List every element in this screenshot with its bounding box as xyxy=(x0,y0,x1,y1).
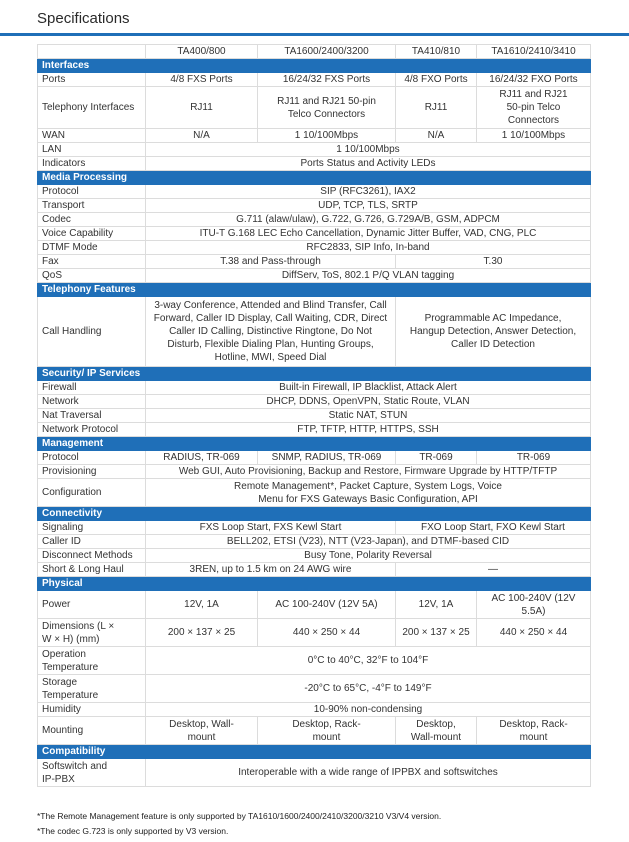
row-lan xyxy=(38,143,591,157)
cell: Built-in Firewall, IP Blacklist, Attack Alert xyxy=(146,381,591,395)
header-row xyxy=(38,45,591,59)
cell: 440 × 250 × 44 xyxy=(477,619,591,647)
cell: Programmable AC Impedance, Hangup Detection, Answer Detection, Caller ID Detection xyxy=(396,297,591,367)
cell: N/A xyxy=(146,129,258,143)
row-label: Nat Traversal xyxy=(38,409,146,423)
row-ports xyxy=(38,73,591,87)
row-label: Protocol xyxy=(38,185,146,199)
row-label: LAN xyxy=(38,143,146,157)
footnote-codec: *The codec G.723 is only supported by V3 version. xyxy=(37,826,229,836)
row-softswitch xyxy=(38,759,591,787)
cell: AC 100-240V (12V 5A) xyxy=(258,591,396,619)
row-label: Softswitch and IP-PBX xyxy=(38,759,146,787)
row-label: Network Protocol xyxy=(38,423,146,437)
row-network xyxy=(38,395,591,409)
cell: 1 10/100Mbps xyxy=(146,143,591,157)
cell: T.38 and Pass-through xyxy=(146,255,396,269)
cell: DHCP, DDNS, OpenVPN, Static Route, VLAN xyxy=(146,395,591,409)
row-voice-capability xyxy=(38,227,591,241)
cell: RJ11 and RJ21 50-pin Telco Connectors xyxy=(258,87,396,129)
cell: Web GUI, Auto Provisioning, Backup and Restore, Firmware Upgrade by HTTP/TFTP xyxy=(146,465,591,479)
row-transport xyxy=(38,199,591,213)
cell: UDP, TCP, TLS, SRTP xyxy=(146,199,591,213)
row-telephony-interfaces xyxy=(38,87,591,129)
row-label: QoS xyxy=(38,269,146,283)
col-header: TA1610/2410/3410 xyxy=(477,45,591,59)
cell: — xyxy=(396,563,591,577)
cell: FXO Loop Start, FXO Kewl Start xyxy=(396,521,591,535)
row-label: Indicators xyxy=(38,157,146,171)
row-label: Storage Temperature xyxy=(38,675,146,703)
cell: 0°C to 40°C, 32°F to 104°F xyxy=(146,647,591,675)
row-provisioning xyxy=(38,465,591,479)
header-blank xyxy=(38,45,146,59)
row-label: Fax xyxy=(38,255,146,269)
row-label: Configuration xyxy=(38,479,146,507)
row-label: Humidity xyxy=(38,703,146,717)
section-header: Connectivity xyxy=(38,507,591,521)
cell: BELL202, ETSI (V23), NTT (V23-Japan), and DTMF-based CID xyxy=(146,535,591,549)
row-dimensions xyxy=(38,619,591,647)
row-humidity xyxy=(38,703,591,717)
cell: 200 × 137 × 25 xyxy=(396,619,477,647)
row-label: Telephony Interfaces xyxy=(38,87,146,129)
row-operation-temperature xyxy=(38,647,591,675)
row-label: Call Handling xyxy=(38,297,146,367)
row-call-handling xyxy=(38,297,591,367)
cell: 200 × 137 × 25 xyxy=(146,619,258,647)
cell: Busy Tone, Polarity Reversal xyxy=(146,549,591,563)
cell: 16/24/32 FXO Ports xyxy=(477,73,591,87)
cell: RJ11 xyxy=(396,87,477,129)
row-label: Ports xyxy=(38,73,146,87)
cell: Remote Management*, Packet Capture, System Logs, Voice Menu for FXS Gateways Basic Configuration, API xyxy=(146,479,591,507)
cell: G.711 (alaw/ulaw), G.722, G.726, G.729A/B, GSM, ADPCM xyxy=(146,213,591,227)
cell: -20°C to 65°C, -4°F to 149°F xyxy=(146,675,591,703)
section-header: Physical xyxy=(38,577,591,591)
cell: Desktop, Wall-mount xyxy=(146,717,258,745)
row-haul xyxy=(38,563,591,577)
section-header: Compatibility xyxy=(38,745,591,759)
row-label: Short & Long Haul xyxy=(38,563,146,577)
row-label: Dimensions (L × W × H) (mm) xyxy=(38,619,146,647)
cell: 12V, 1A xyxy=(146,591,258,619)
row-storage-temperature xyxy=(38,675,591,703)
col-header: TA400/800 xyxy=(146,45,258,59)
row-label: WAN xyxy=(38,129,146,143)
cell: 1 10/100Mbps xyxy=(477,129,591,143)
cell: Static NAT, STUN xyxy=(146,409,591,423)
cell: Ports Status and Activity LEDs xyxy=(146,157,591,171)
section-header: Management xyxy=(38,437,591,451)
cell: SNMP, RADIUS, TR-069 xyxy=(258,451,396,465)
cell: TR-069 xyxy=(477,451,591,465)
cell: 4/8 FXO Ports xyxy=(396,73,477,87)
row-label: Protocol xyxy=(38,451,146,465)
footnote-remote-management: *The Remote Management feature is only supported by TA1610/1600/2400/2410/3200/3210 V3/V4 version. xyxy=(37,811,442,821)
row-mgmt-protocol xyxy=(38,451,591,465)
row-label: DTMF Mode xyxy=(38,241,146,255)
cell: T.30 xyxy=(396,255,591,269)
row-fax xyxy=(38,255,591,269)
row-mounting xyxy=(38,717,591,745)
cell: FXS Loop Start, FXS Kewl Start xyxy=(146,521,396,535)
row-disconnect xyxy=(38,549,591,563)
row-dtmf xyxy=(38,241,591,255)
cell: 16/24/32 FXS Ports xyxy=(258,73,396,87)
row-network-protocol xyxy=(38,423,591,437)
cell: FTP, TFTP, HTTP, HTTPS, SSH xyxy=(146,423,591,437)
cell: SIP (RFC3261), IAX2 xyxy=(146,185,591,199)
cell: ITU-T G.168 LEC Echo Cancellation, Dynamic Jitter Buffer, VAD, CNG, PLC xyxy=(146,227,591,241)
row-wan xyxy=(38,129,591,143)
cell: RFC2833, SIP Info, In-band xyxy=(146,241,591,255)
row-qos xyxy=(38,269,591,283)
cell: 1 10/100Mbps xyxy=(258,129,396,143)
row-label: Voice Capability xyxy=(38,227,146,241)
cell: DiffServ, ToS, 802.1 P/Q VLAN tagging xyxy=(146,269,591,283)
row-label: Network xyxy=(38,395,146,409)
row-label: Power xyxy=(38,591,146,619)
row-label: Transport xyxy=(38,199,146,213)
spec-table xyxy=(37,44,591,787)
cell: Desktop, Rack-mount xyxy=(477,717,591,745)
section-header: Security/ IP Services xyxy=(38,367,591,381)
cell: RJ11 and RJ21 50-pin Telco Connectors xyxy=(477,87,591,129)
cell: 3-way Conference, Attended and Blind Transfer, Call Forward, Caller ID Display, Call Waiting, CDR, Direct Caller ID Calling, Distinctive Ringtone, Do Not Disturb, Flexible Dialing Plan, Hunting Groups, Hotline, MWI, Speed Dial xyxy=(146,297,396,367)
row-protocol xyxy=(38,185,591,199)
row-label: Provisioning xyxy=(38,465,146,479)
cell: AC 100-240V (12V 5.5A) xyxy=(477,591,591,619)
cell: Interoperable with a wide range of IPPBX and softswitches xyxy=(146,759,591,787)
section-header: Interfaces xyxy=(38,59,591,73)
page-title: Specifications xyxy=(37,10,130,27)
cell: N/A xyxy=(396,129,477,143)
row-nat-traversal xyxy=(38,409,591,423)
cell: 4/8 FXS Ports xyxy=(146,73,258,87)
row-label: Signaling xyxy=(38,521,146,535)
row-configuration xyxy=(38,479,591,507)
row-label: Firewall xyxy=(38,381,146,395)
row-indicators xyxy=(38,157,591,171)
cell: RJ11 xyxy=(146,87,258,129)
cell: 3REN, up to 1.5 km on 24 AWG wire xyxy=(146,563,396,577)
cell: TR-069 xyxy=(396,451,477,465)
row-power xyxy=(38,591,591,619)
col-header: TA410/810 xyxy=(396,45,477,59)
title-rule xyxy=(0,33,629,36)
cell: RADIUS, TR-069 xyxy=(146,451,258,465)
row-label: Mounting xyxy=(38,717,146,745)
row-label: Codec xyxy=(38,213,146,227)
section-header: Media Processing xyxy=(38,171,591,185)
cell: 440 × 250 × 44 xyxy=(258,619,396,647)
row-signaling xyxy=(38,521,591,535)
section-header: Telephony Features xyxy=(38,283,591,297)
row-firewall xyxy=(38,381,591,395)
cell: 12V, 1A xyxy=(396,591,477,619)
row-label: Disconnect Methods xyxy=(38,549,146,563)
row-codec xyxy=(38,213,591,227)
cell: Desktop, Rack-mount xyxy=(258,717,396,745)
row-label: Operation Temperature xyxy=(38,647,146,675)
cell: 10-90% non-condensing xyxy=(146,703,591,717)
col-header: TA1600/2400/3200 xyxy=(258,45,396,59)
row-caller-id xyxy=(38,535,591,549)
cell: Desktop, Wall-mount xyxy=(396,717,477,745)
row-label: Caller ID xyxy=(38,535,146,549)
